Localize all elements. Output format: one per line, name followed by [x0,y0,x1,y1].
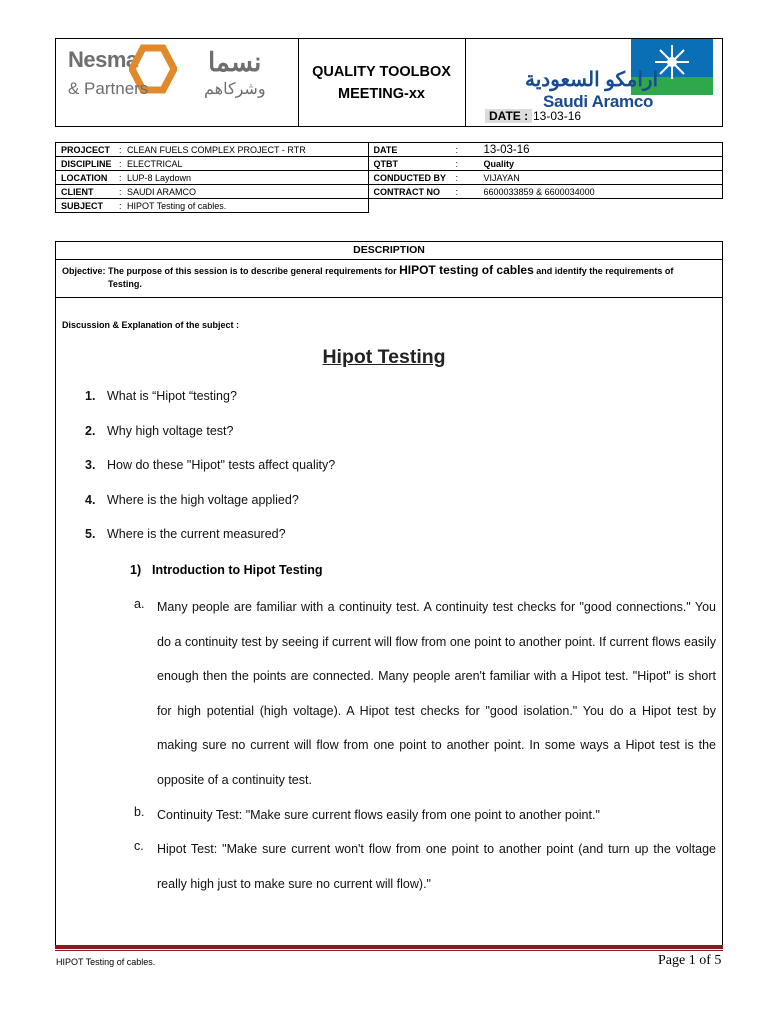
subject-cell: SUBJECT : HIPOT Testing of cables. [56,199,369,213]
info-row [56,199,723,213]
nesma-logo-arabic-sub: وشركاهم [204,81,266,98]
project-cell: PROJCECT : CLEAN FUELS COMPLEX PROJECT - RTR [56,143,369,157]
header-title-line1: QUALITY TOOLBOX [312,63,451,80]
nesma-logo-sub: & Partners [68,79,149,98]
info-row [56,143,723,157]
paragraph-c: c. Hipot Test: "Make sure current won't flow from one point to another point (and turn up the voltage really high just to make sure no current will flow)." [134,839,716,891]
header-title-line2: MEETING-xx [337,85,425,102]
description-heading: DESCRIPTION [56,242,722,260]
client-cell: CLIENT : SAUDI ARAMCO [56,185,369,199]
footer-divider-thin [55,950,723,951]
header-title-cell [298,39,466,126]
aramco-logo-name: Saudi Aramco [543,92,654,111]
info-row [56,171,723,185]
header-date-value: 13-03-16 [533,109,582,123]
info-row [56,185,723,199]
page-title: Hipot Testing [322,346,446,368]
page-number: Page 1 of 5 [658,953,722,968]
date-cell: DATE : 13-03-16 [368,143,722,157]
project-info-table [55,142,723,213]
empty-cell [368,199,722,213]
contract-cell: CONTRACT NO : 6600033859 & 6600034000 [368,185,722,199]
location-cell: LOCATION : LUP-8 Laydown [56,171,369,185]
header-date-label: DATE : [485,109,532,123]
aramco-logo-cell [465,39,722,126]
question-item: 4. Where is the high voltage applied? [85,493,299,507]
footer-subject: HIPOT Testing of cables. [56,957,156,967]
paragraph-b: b. Continuity Test: "Make sure current flows easily from one point to another point." [134,805,600,822]
conducted-by-cell: CONDUCTED BY : VIJAYAN [368,171,722,185]
document-header [55,38,723,127]
aramco-logo-arabic: ارامكو السعودية [525,69,659,91]
question-item: 5. Where is the current measured? [85,527,286,541]
nesma-logo-name: Nesma [68,47,138,72]
section-heading: 1) Introduction to Hipot Testing [130,563,323,577]
info-row [56,157,723,171]
objective-text: Objective: The purpose of this session is to describe general requirements for HIPOT testing of cables and identify the requirements of Testing. [56,259,722,298]
question-item: 3. How do these "Hipot" tests affect quality? [85,458,336,472]
question-item: 1. What is “Hipot “testing? [85,389,237,403]
qtbt-cell: QTBT : Quality [368,157,722,171]
nesma-logo-cell [56,39,299,126]
discipline-cell: DISCIPLINE : ELECTRICAL [56,157,369,171]
discussion-label: Discussion & Explanation of the subject : [62,320,240,330]
nesma-logo-arabic: نسما [208,47,262,77]
question-item: 2. Why high voltage test? [85,424,234,438]
paragraph-a: a. Many people are familiar with a continuity test. A continuity test checks for "good connections." You do a continuity test by seeing if current will flow from one point to another point. If current flows easily enough then the points are connected. Many people aren't familiar with a Hipot test. "Hipot" is short for high potential (high voltage). A Hipot test checks for "good isolation." You do a Hipot test by making sure no current will flow from one point to another point. In some ways a Hipot test is the opposite of a continuity test. [134,597,716,787]
footer-divider [55,945,723,949]
